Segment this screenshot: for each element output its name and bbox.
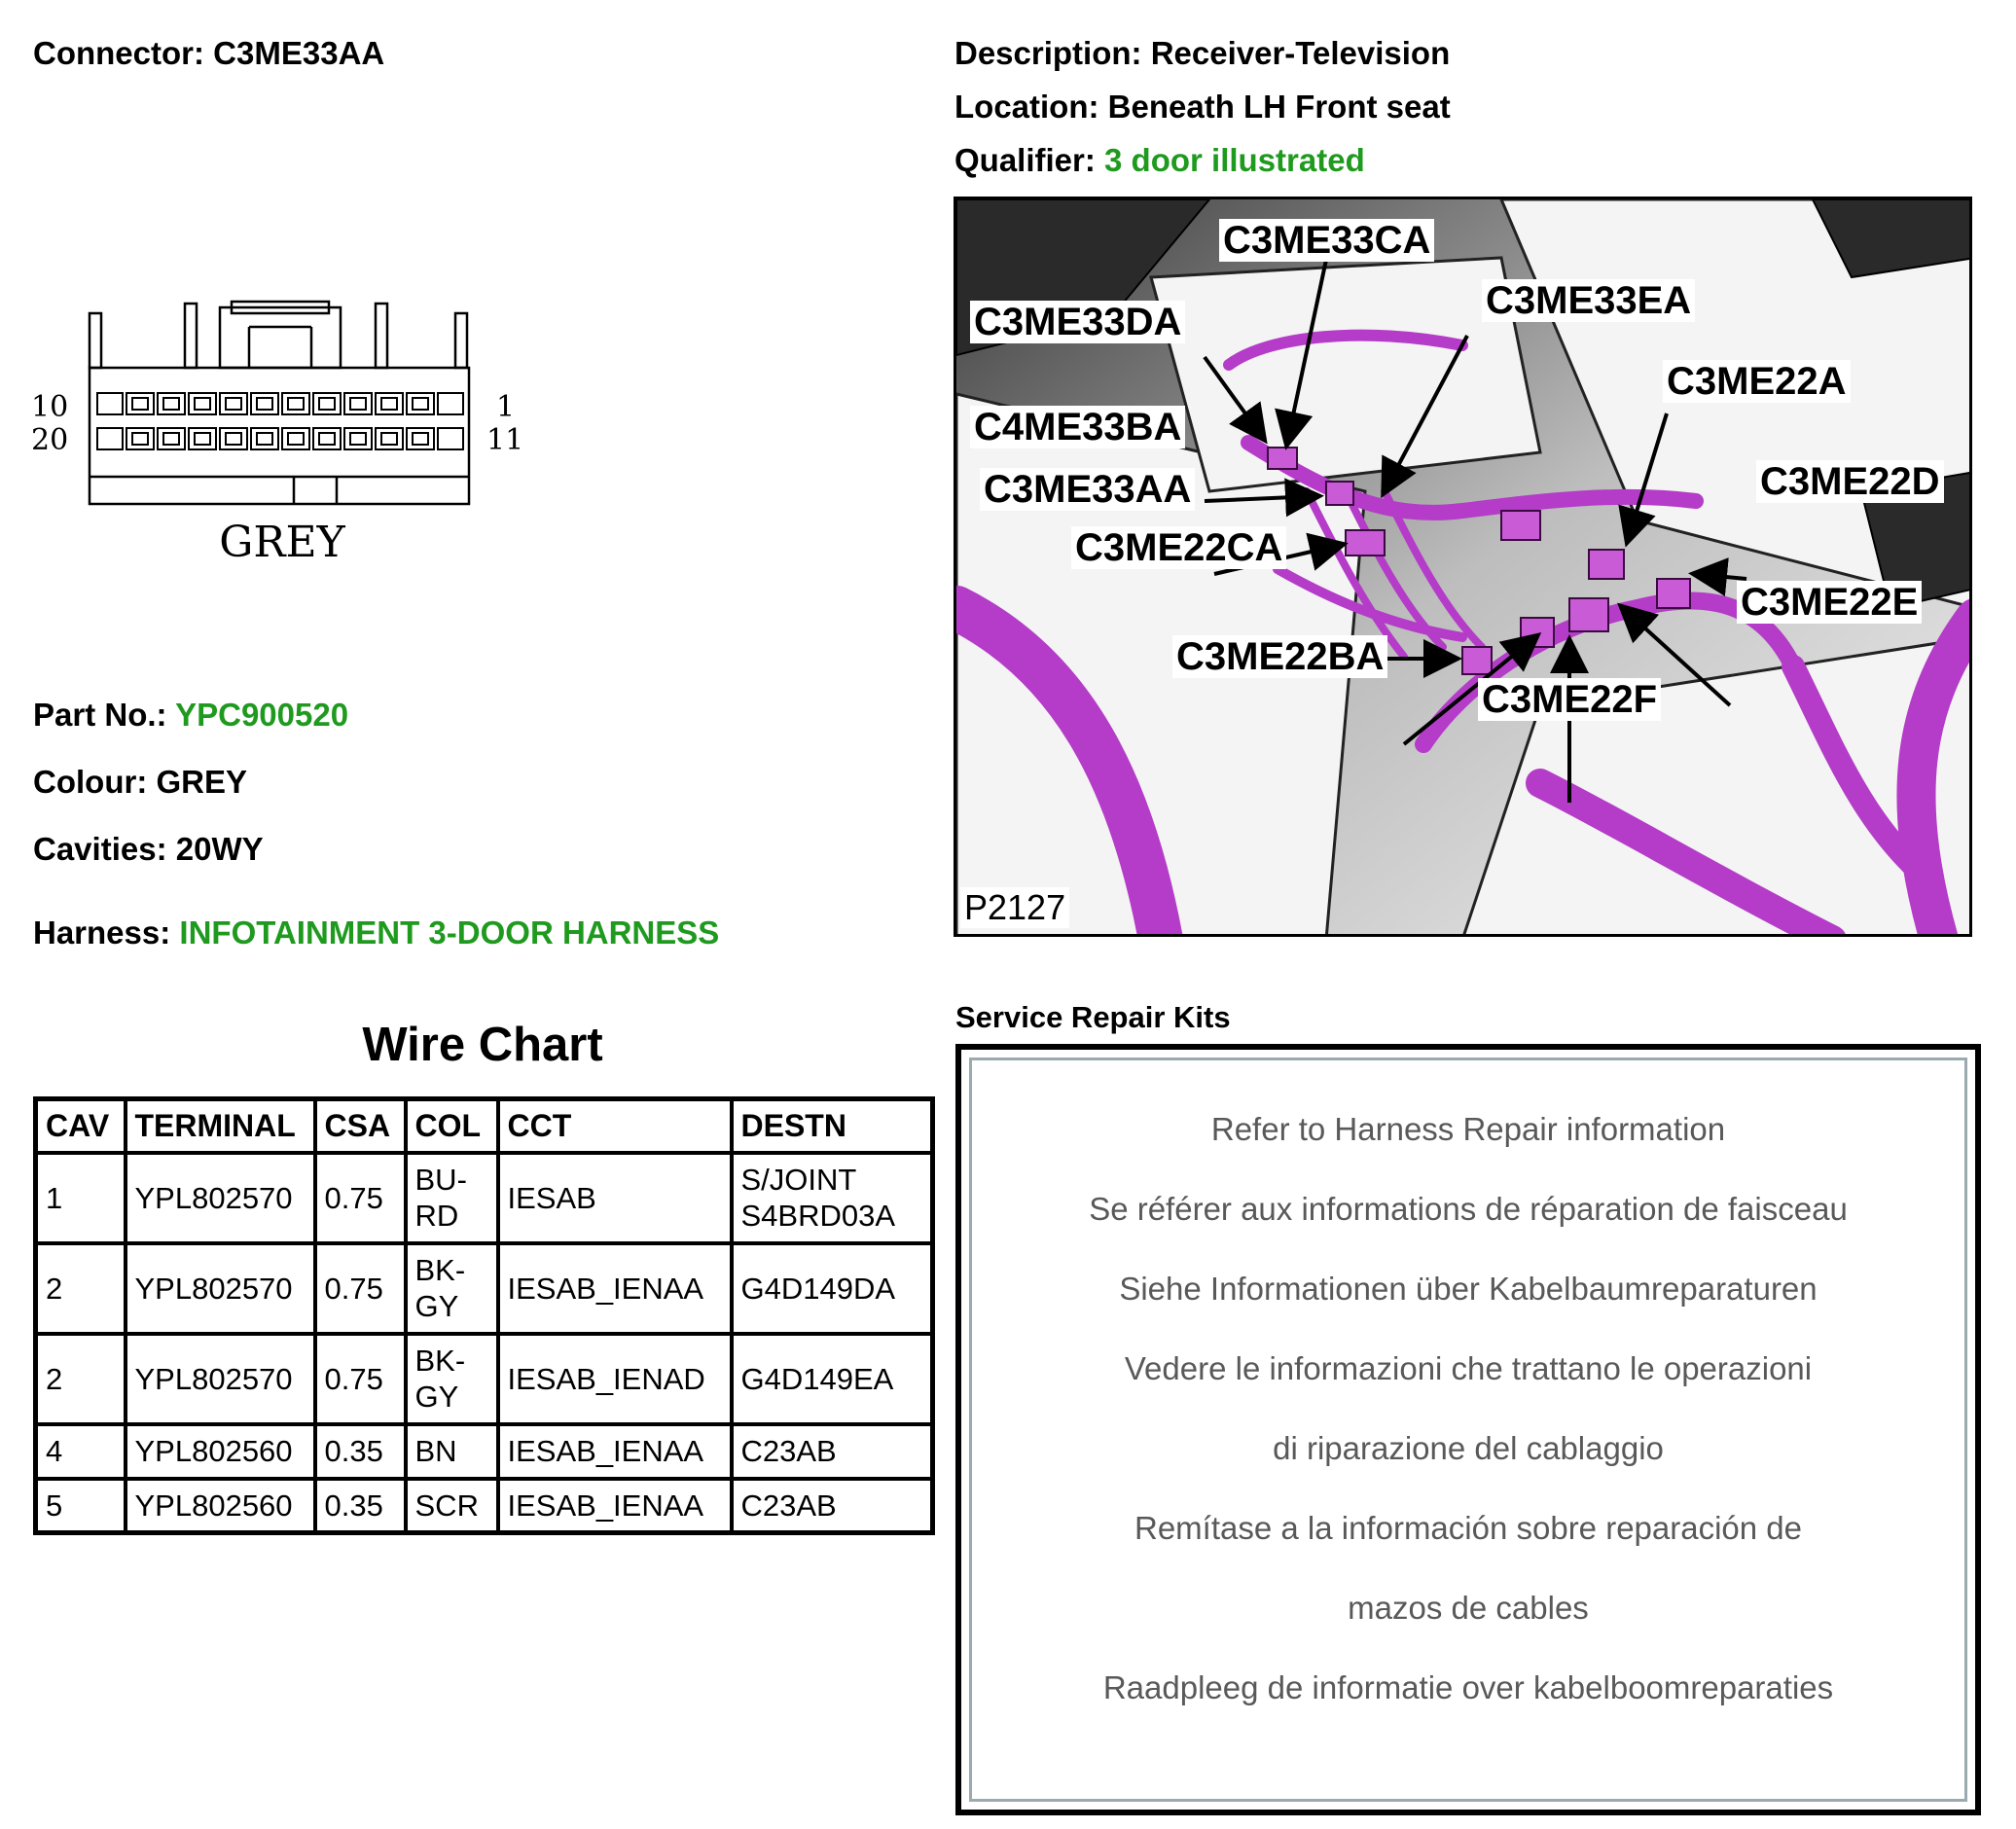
cell-col	[406, 1243, 498, 1334]
cavities-field	[33, 831, 264, 868]
header-cav: CAV	[36, 1099, 126, 1153]
cell-cct: IESAB_IENAA	[498, 1243, 732, 1334]
wire-chart-title: Wire Chart	[362, 1019, 603, 1071]
cavity	[438, 393, 463, 414]
cell-destn-line: G4D149EA	[740, 1361, 894, 1396]
cell-cct: IESAB_IENAA	[498, 1424, 732, 1479]
cavity	[344, 428, 372, 449]
cavity-terminal	[132, 433, 148, 445]
cavity	[376, 393, 403, 414]
cell-destn	[732, 1479, 933, 1533]
cavity	[220, 428, 247, 449]
connector-colour-label: GREY	[219, 518, 345, 567]
cavity	[158, 428, 185, 449]
cavity-terminal	[195, 398, 210, 410]
service-repair-kits-title: Service Repair Kits	[955, 1000, 1231, 1034]
connector-latch	[220, 307, 341, 368]
colour-field	[33, 764, 247, 801]
cell-col-line: GY	[414, 1289, 459, 1323]
callout-c3me22ba: C3ME22BA	[1172, 635, 1387, 678]
callout-c3me22ca: C3ME22CA	[1071, 526, 1286, 569]
harness-label: Harness:	[33, 914, 171, 950]
service-repair-kits-box	[955, 1044, 1981, 1815]
cell-cct: IESAB_IENAA	[498, 1479, 732, 1533]
wire-chart-row	[36, 1243, 933, 1334]
cavity	[97, 428, 123, 449]
cavity-terminal	[350, 398, 366, 410]
cavity-terminal	[288, 433, 304, 445]
location-photo	[954, 197, 1972, 937]
cell-destn	[732, 1243, 933, 1334]
cell-cav: 2	[36, 1334, 126, 1424]
connector-post	[185, 304, 197, 368]
cavity	[97, 393, 123, 414]
connector-field	[33, 35, 384, 72]
cavity-terminal	[163, 398, 179, 410]
cavity-terminal	[319, 398, 335, 410]
part-no-value: YPC900520	[175, 697, 349, 733]
pin-label-10: 10	[31, 390, 69, 424]
cell-col	[406, 1153, 498, 1243]
connector-post	[455, 313, 467, 368]
cavity-terminal	[319, 433, 335, 445]
cell-destn	[732, 1424, 933, 1479]
cell-terminal: YPL802570	[126, 1243, 315, 1334]
pin-label-20: 20	[31, 423, 69, 457]
cavity	[251, 393, 278, 414]
cell-col	[406, 1424, 498, 1479]
callout-c4me33ba: C4ME33BA	[970, 406, 1185, 448]
connector-post	[90, 313, 101, 368]
header-destn: DESTN	[732, 1099, 933, 1153]
cell-destn-line: C23AB	[740, 1434, 837, 1468]
connector-post	[376, 304, 387, 368]
cell-terminal: YPL802560	[126, 1479, 315, 1533]
cell-terminal: YPL802570	[126, 1334, 315, 1424]
cavity	[313, 393, 341, 414]
cavity	[313, 428, 341, 449]
colour-label: Colour:	[33, 764, 148, 800]
cavity	[251, 428, 278, 449]
cavity	[189, 393, 216, 414]
header-cct: CCT	[498, 1099, 732, 1153]
cell-col-line: BU-	[414, 1163, 467, 1197]
service-repair-line: Refer to Harness Repair information	[1210, 1111, 1726, 1147]
cell-col-line: BK-	[414, 1253, 466, 1287]
cell-destn	[732, 1334, 933, 1424]
location-label: Location:	[954, 89, 1099, 125]
cavity	[220, 393, 247, 414]
description-value: Receiver-Television	[1150, 35, 1451, 71]
part-no-label: Part No.:	[33, 697, 167, 733]
cell-terminal: YPL802560	[126, 1424, 315, 1479]
header-col: COL	[406, 1099, 498, 1153]
cell-col	[406, 1479, 498, 1533]
qualifier-value: 3 door illustrated	[1104, 142, 1365, 178]
cell-cct: IESAB	[498, 1153, 732, 1243]
cell-csa: 0.35	[315, 1479, 406, 1533]
cell-col-line: SCR	[414, 1488, 479, 1523]
cavity	[126, 393, 154, 414]
cavity	[407, 428, 434, 449]
description-field	[954, 35, 1450, 72]
cell-destn-line: C23AB	[740, 1488, 837, 1523]
cavities-label: Cavities:	[33, 831, 167, 867]
callout-c3me33aa: C3ME33AA	[980, 468, 1195, 511]
cell-csa: 0.35	[315, 1424, 406, 1479]
cell-col	[406, 1334, 498, 1424]
cavity	[189, 428, 216, 449]
harness-value: INFOTAINMENT 3-DOOR HARNESS	[179, 914, 720, 950]
connector-value: C3ME33AA	[213, 35, 385, 71]
cavities-value: 20WY	[175, 831, 264, 867]
cavity-terminal	[132, 398, 148, 410]
harness-field	[33, 914, 719, 951]
wire-chart-row	[36, 1424, 933, 1479]
callout-c3me22d: C3ME22D	[1756, 460, 1944, 503]
cavity	[438, 428, 463, 449]
cavity-terminal	[226, 433, 241, 445]
pin-label-1: 1	[496, 390, 516, 424]
cavity-terminal	[413, 398, 428, 410]
cell-destn	[732, 1153, 933, 1243]
cavity-terminal	[163, 433, 179, 445]
wire-chart-row	[36, 1153, 933, 1243]
cavity	[376, 428, 403, 449]
cell-col-line: GY	[414, 1380, 459, 1414]
service-repair-line: Siehe Informationen über Kabelbaumreparaturen	[1119, 1271, 1818, 1307]
cavity	[344, 393, 372, 414]
cavity	[126, 428, 154, 449]
cell-csa: 0.75	[315, 1243, 406, 1334]
cell-csa: 0.75	[315, 1153, 406, 1243]
callout-c3me33ea: C3ME33EA	[1482, 279, 1695, 322]
cell-cav: 5	[36, 1479, 126, 1533]
cell-cav: 4	[36, 1424, 126, 1479]
callout-c3me22f: C3ME22F	[1478, 678, 1661, 721]
pin-label-11: 11	[486, 423, 524, 457]
callout-c3me33ca: C3ME33CA	[1219, 219, 1434, 262]
wire-chart-table	[33, 1096, 935, 1535]
cell-csa: 0.75	[315, 1334, 406, 1424]
cavity-terminal	[381, 433, 397, 445]
header-terminal: TERMINAL	[126, 1099, 315, 1153]
service-repair-line: Raadpleeg de informatie over kabelboomreparaties	[1102, 1669, 1834, 1705]
cavity-terminal	[257, 433, 272, 445]
cell-col-line: BN	[414, 1434, 457, 1468]
cell-cav: 1	[36, 1153, 126, 1243]
connector-label: Connector:	[33, 35, 204, 71]
cavity-terminal	[226, 398, 241, 410]
cavity	[282, 428, 309, 449]
photo-reference: P2127	[960, 887, 1069, 928]
location-field	[954, 89, 1451, 126]
service-repair-line: Se référer aux informations de réparation de faisceau	[1089, 1191, 1848, 1227]
cavity-terminal	[257, 398, 272, 410]
cell-terminal: YPL802570	[126, 1153, 315, 1243]
cavity-terminal	[413, 433, 428, 445]
service-repair-line: mazos de cables	[1348, 1590, 1589, 1626]
qualifier-field	[954, 142, 1365, 179]
cavity	[407, 393, 434, 414]
service-repair-line: Vedere le informazioni che trattano le operazioni	[1124, 1350, 1813, 1386]
cell-cct: IESAB_IENAD	[498, 1334, 732, 1424]
cell-cav: 2	[36, 1243, 126, 1334]
cavity	[282, 393, 309, 414]
wire-chart-row	[36, 1479, 933, 1533]
callout-c3me22e: C3ME22E	[1737, 581, 1922, 624]
cavity-terminal	[381, 398, 397, 410]
cell-col-line: BK-	[414, 1344, 466, 1378]
service-repair-line: di riparazione del cablaggio	[1273, 1430, 1664, 1466]
cavity-terminal	[350, 433, 366, 445]
wire-chart-header-row	[36, 1099, 933, 1153]
header-csa: CSA	[315, 1099, 406, 1153]
colour-value: GREY	[156, 764, 248, 800]
part-no-field	[33, 697, 348, 734]
cavity	[158, 393, 185, 414]
description-label: Description:	[954, 35, 1142, 71]
callout-c3me33da: C3ME33DA	[970, 301, 1185, 343]
cell-destn-line: S/JOINT	[740, 1163, 857, 1197]
cavity-terminal	[288, 398, 304, 410]
cell-destn-line: S4BRD03A	[740, 1199, 896, 1233]
cell-col-line: RD	[414, 1199, 459, 1233]
connector-face-drawing	[29, 292, 535, 574]
callout-c3me22a: C3ME22A	[1663, 360, 1851, 403]
qualifier-label: Qualifier:	[954, 142, 1096, 178]
cavity-terminal	[195, 433, 210, 445]
location-value: Beneath LH Front seat	[1107, 89, 1451, 125]
cell-destn-line: G4D149DA	[740, 1271, 896, 1306]
service-repair-line: Remítase a la información sobre reparación de	[1134, 1510, 1803, 1546]
wire-chart-row	[36, 1334, 933, 1424]
